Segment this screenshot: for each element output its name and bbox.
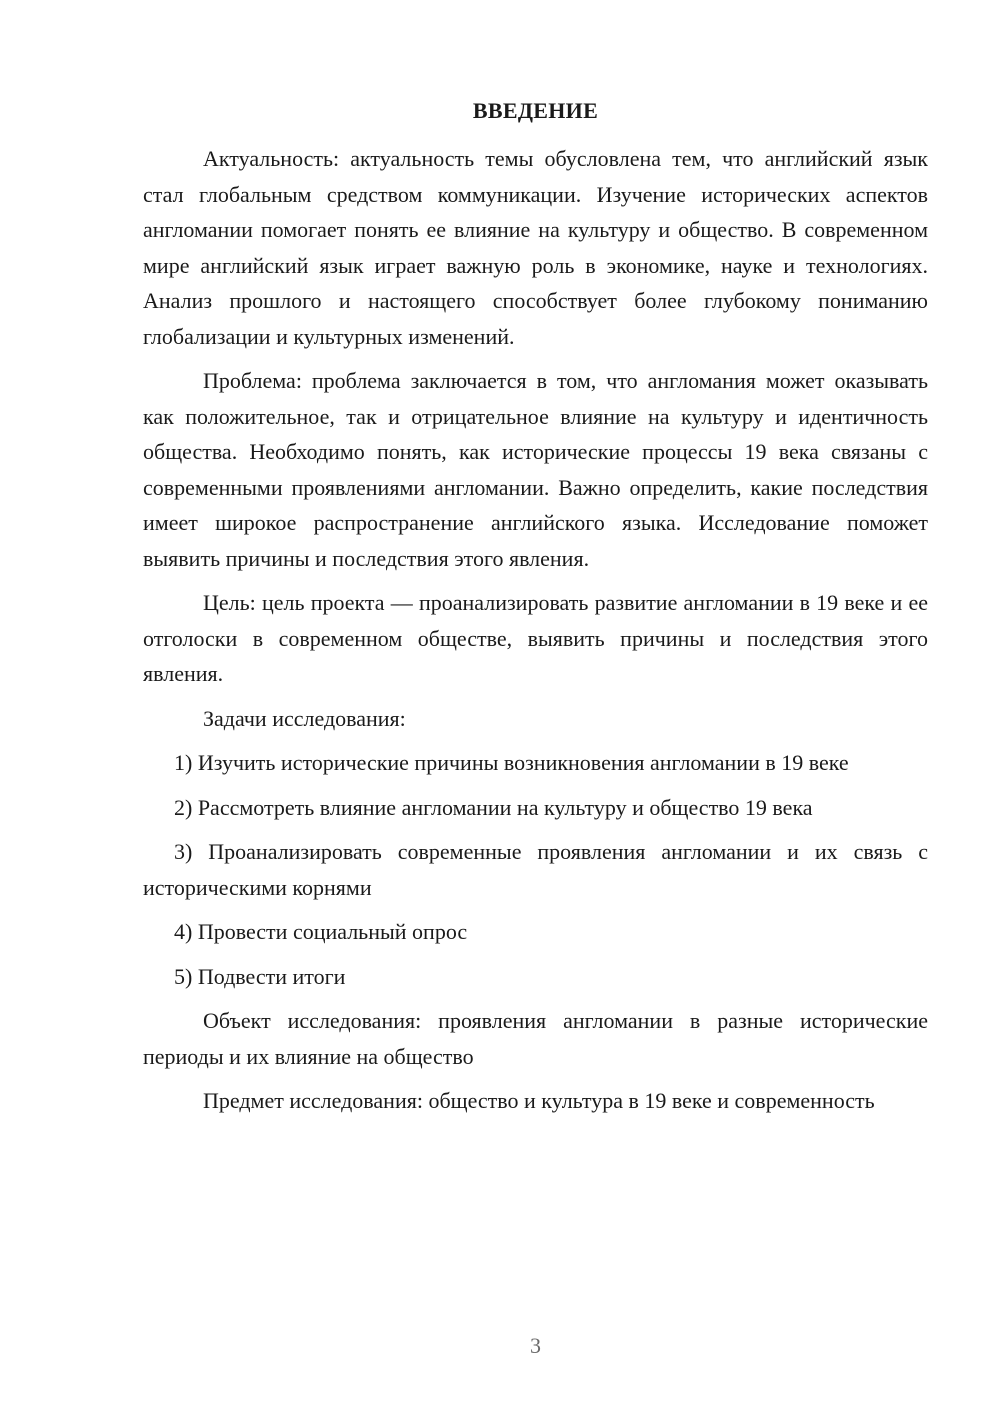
task-item: 5) Подвести итоги bbox=[174, 963, 346, 989]
relevance-paragraph: Актуальность: актуальность темы обусловлена тем, что английский язык стал глобальным средством коммуникации. Изучение исторических аспектов англомании помогает понять ее влияние на культуру и общество. В современном мире английский язык играет важную роль в экономике, науке и технологиях. Анализ прошлого и настоящего способствует более глубокому пониманию глобализации и культурных изменений. bbox=[143, 146, 928, 349]
task-item: 3) Проанализировать современные проявления англомании и их связь с историческими корнями bbox=[143, 839, 928, 900]
object-paragraph: Объект исследования: проявления англомании в разные исторические периоды и их влияние на общество bbox=[143, 1008, 928, 1069]
document-body bbox=[143, 141, 928, 1119]
goal-paragraph: Цель: цель проекта — проанализировать развитие англомании в 19 веке и ее отголоски в современном обществе, выявить причины и последствия этого явления. bbox=[143, 590, 928, 686]
task-item: 1) Изучить исторические причины возникновения англомании в 19 веке bbox=[174, 750, 849, 775]
problem-paragraph: Проблема: проблема заключается в том, что англомания может оказывать как положительное, так и отрицательное влияние на культуру и идентичность общества. Необходимо понять, как исторические процессы 19 века связаны с современными проявлениями англомании. Важно определить, какие последствия имеет широкое распространение английского языка. Исследование поможет выявить причины и последствия этого явления. bbox=[143, 368, 928, 571]
tasks-heading: Задачи исследования: bbox=[203, 705, 406, 731]
task-item: 4) Провести социальный опрос bbox=[174, 919, 468, 944]
page-number: 3 bbox=[530, 1333, 541, 1358]
task-item: 2) Рассмотреть влияние англомании на культуру и общество 19 века bbox=[174, 794, 813, 820]
subject-paragraph: Предмет исследования: общество и культура в 19 веке и современность bbox=[203, 1088, 875, 1113]
page-title: ВВЕДЕНИЕ bbox=[472, 98, 599, 123]
document-page bbox=[143, 0, 928, 1414]
